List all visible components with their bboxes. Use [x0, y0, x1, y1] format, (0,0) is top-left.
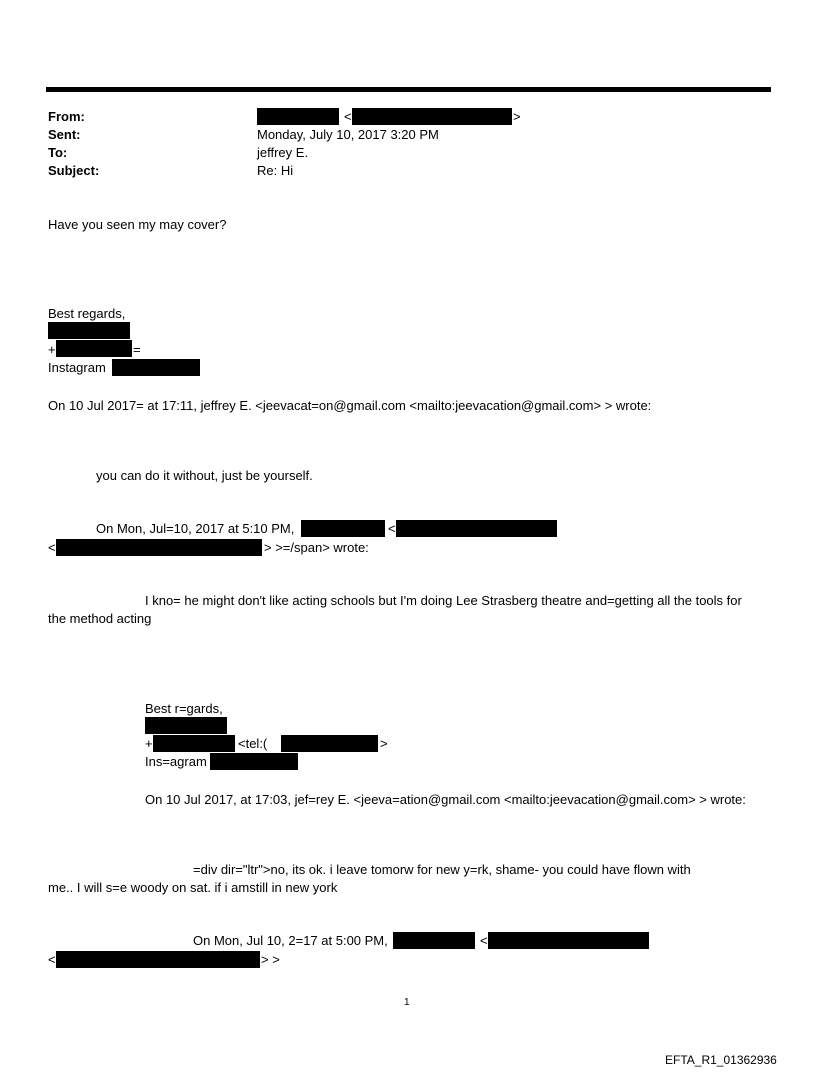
signature-instagram: Instagram — [48, 360, 106, 375]
message-line: I kno= he might don't like acting schools but I'm doing Lee Strasberg theatre and=getting all the tools for — [145, 593, 742, 608]
quote-trailer: > >=/span> wrote: — [264, 540, 369, 555]
sent-value: Monday, July 10, 2017 3:20 PM — [257, 127, 439, 142]
redacted-email — [56, 951, 260, 968]
redacted-phone — [56, 340, 132, 357]
from-gt: > — [513, 109, 521, 124]
signature-plus: + — [48, 342, 56, 357]
redacted-name — [301, 520, 385, 537]
to-value: jeffrey E. — [257, 145, 309, 160]
signature-instagram: Ins=agram — [145, 754, 207, 769]
reply-line: you can do it without, just be yourself. — [96, 468, 313, 483]
lt-bracket: < — [480, 933, 488, 948]
subject-label: Subject: — [48, 163, 100, 178]
quote-header: On Mon, Jul 10, 2=17 at 5:00 PM, — [193, 933, 388, 948]
redacted-name — [393, 932, 475, 949]
message-line: =div dir="ltr">no, its ok. i leave tomorw for new y=rk, shame- you could have flown with — [193, 862, 691, 877]
redacted-email — [396, 520, 557, 537]
quote-header: On 10 Jul 2017= at 17:11, jeffrey E. <jeevacat=on@gmail.com <mailto:jeevacation@gmail.com> > wrote: — [48, 398, 652, 413]
lt-bracket: < — [48, 952, 56, 967]
redacted-signature-name — [48, 322, 130, 339]
quote-trailer: > > — [261, 952, 280, 967]
lt-bracket: < — [48, 540, 56, 555]
signature-regards: Best r=gards, — [145, 701, 223, 716]
redacted-instagram — [210, 753, 298, 770]
quote-header: On 10 Jul 2017, at 17:03, jef=rey E. <jeeva=ation@gmail.com <mailto:jeevacation@gmail.com> > wrote: — [145, 792, 746, 807]
message-line: the method acting — [48, 611, 152, 626]
redacted-email — [488, 932, 649, 949]
signature-equals: = — [133, 342, 141, 357]
redacted-email — [56, 539, 262, 556]
signature-regards: Best regards, — [48, 306, 126, 321]
subject-value: Re: Hi — [257, 163, 294, 178]
sent-label: Sent: — [48, 127, 81, 142]
from-lt: < — [344, 109, 352, 124]
redacted-sender-email — [352, 108, 512, 125]
redacted-phone — [153, 735, 235, 752]
from-label: From: — [48, 109, 85, 124]
redacted-instagram — [112, 359, 200, 376]
quote-header: On Mon, Jul=10, 2017 at 5:10 PM, — [96, 521, 295, 536]
redacted-signature-name — [145, 717, 227, 734]
message-line: Have you seen my may cover? — [48, 217, 227, 232]
signature-plus: + — [145, 736, 153, 751]
document-id: EFTA_R1_01362936 — [665, 1053, 777, 1067]
tel-gt: > — [380, 736, 388, 751]
lt-bracket: < — [388, 521, 396, 536]
redacted-sender-name — [257, 108, 339, 125]
to-label: To: — [48, 145, 68, 160]
tel-link: <tel:( — [238, 736, 268, 751]
message-line: me.. I will s=e woody on sat. if i amstill in new york — [48, 880, 338, 895]
redacted-phone — [281, 735, 378, 752]
page-number: 1 — [404, 997, 410, 1008]
header-rule — [46, 87, 771, 92]
